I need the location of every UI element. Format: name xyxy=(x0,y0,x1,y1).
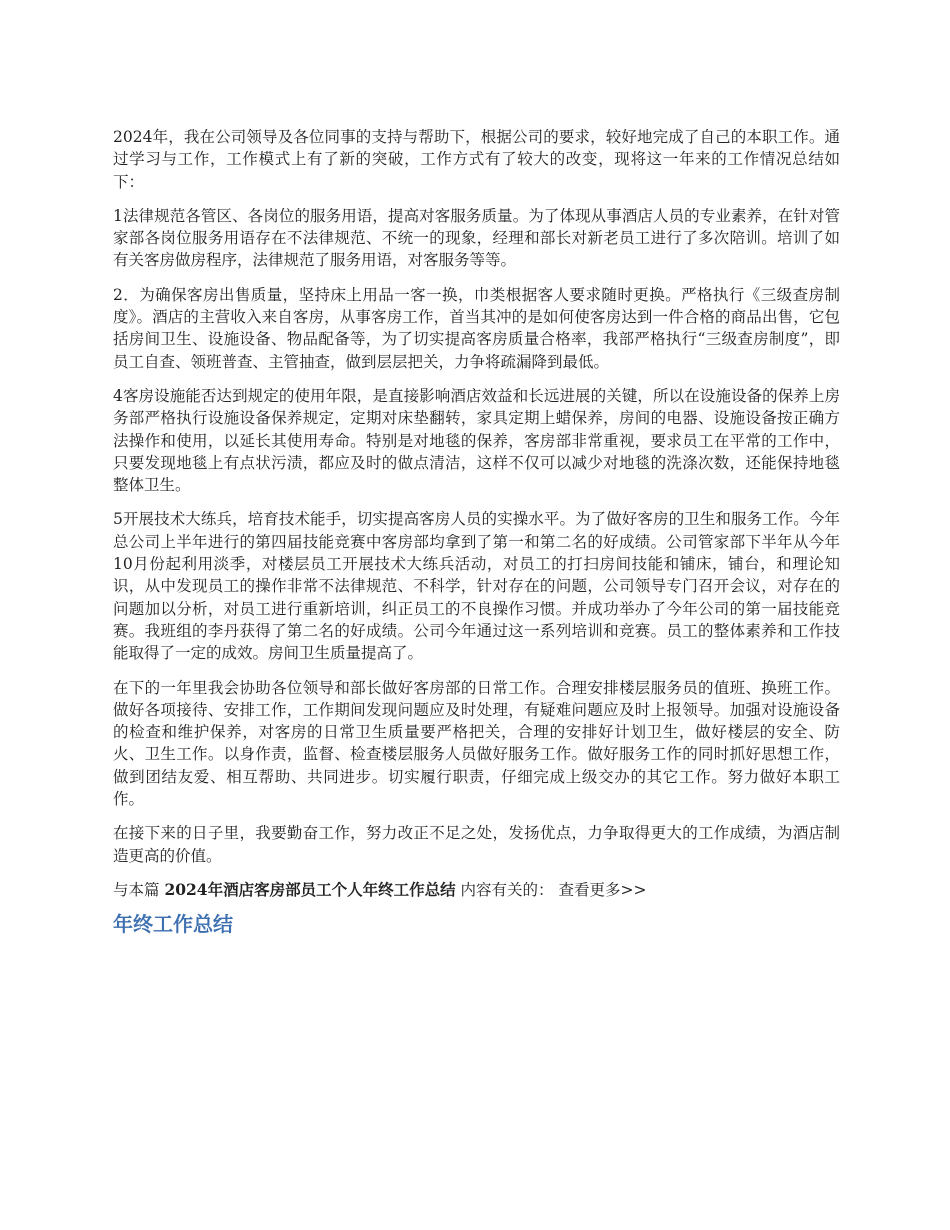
paragraph-skills-training: 5开展技术大练兵，培育技术能手，切实提高客房人员的实操水平。为了做好客房的卫生和服务工作。今年总公司上半年进行的第四届技能竞赛中客房部均拿到了第一和第二名的好成绩。公司管家部下半年从今年10月份起利用淡季，对楼层员工开展技术大练兵活动，对员工的打扫房间技能和铺床，铺台，和理论知识，从中发现员工的操作非常不法律规范、不科学，针对存在的问题，公司领导专门召开会议，对存在的问题加以分析，对员工进行重新培训，纠正员工的不良操作习惯。并成功举办了今年公司的第一届技能竞赛。我班组的李丹获得了第二名的好成绩。公司今年通过这一系列培训和竞赛。员工的整体素养和工作技能取得了一定的成效。房间卫生质量提高了。 xyxy=(113,510,840,663)
related-suffix: 内容有关的： xyxy=(460,880,554,899)
paragraph-next-year-plan: 在下的一年里我会协助各位领导和部长做好客房部的日常工作。合理安排楼层服务员的值班、换班工作。做好各项接待、安排工作，工作期间发现问题应及时处理，有疑难问题应及时上报领导。加强对设施设备的检查和维护保养，对客房的日常卫生质量要严格把关，合理的安排好计划卫生，做好楼层的安全、防火、卫生工作。以身作责，监督、检查楼层服务人员做好服务工作。做好服务工作的同时抓好思想工作，做到团结友爱、相互帮助、共同进步。切实履行职责，仔细完成上级交办的其它工作。努力做好本职工作。 xyxy=(113,678,840,809)
document-body xyxy=(113,126,840,938)
related-prefix: 与本篇 xyxy=(113,880,160,899)
paragraph-facility-maintenance: 4客房设施能否达到规定的使用年限，是直接影响酒店效益和长远进展的关键，所以在设施设备的保养上房务部严格执行设施设备保养规定，定期对床垫翻转，家具定期上蜡保养，房间的电器、设施设备按正确方法操作和使用，以延长其使用寿命。特别是对地毯的保养，客房部非常重视，要求员工在平常的工作中，只要发现地毯上有点状污渍，都应及时的做点清洁，这样不仅可以减少对地毯的洗涤次数，还能保持地毯整体卫生。 xyxy=(113,386,840,495)
section-heading-link[interactable]: 年终工作总结 xyxy=(113,912,233,937)
paragraph-service-language: 1法律规范各管区、各岗位的服务用语，提高对客服务质量。为了体现从事酒店人员的专业素养，在针对管家部各岗位服务用语存在不法律规范、不统一的现象，经理和部长对新老员工进行了多次陪训。培训了如有关客房做房程序，法律规范了服务用语，对客服务等等。 xyxy=(113,206,840,270)
intro-paragraph: 2024年，我在公司领导及各位同事的支持与帮助下，根据公司的要求，较好地完成了自己的本职工作。通过学习与工作，工作模式上有了新的突破，工作方式有了较大的改变，现将这一年来的工作情况总结如下： xyxy=(113,128,840,191)
closing-paragraph: 在接下来的日子里，我要勤奋工作，努力改正不足之处，发扬优点，力争取得更大的工作成绩，为酒店制造更高的价值。 xyxy=(113,824,840,865)
paragraph-room-inspection: 2．为确保客房出售质量，坚持床上用品一客一换，巾类根据客人要求随时更换。严格执行《三级查房制度》。酒店的主营收入来自客房，从事客房工作，首当其冲的是如何使客房达到一件合格的商品出售，它包括房间卫生、设施设备、物品配备等，为了切实提高客房质量合格率，我部严格执行“三级查房制度”，即员工自查、领班普查、主管抽查，做到层层把关，力争将疏漏降到最低。 xyxy=(113,285,840,371)
view-more-link[interactable]: 查看更多>> xyxy=(558,880,647,899)
related-articles-line xyxy=(113,879,840,901)
related-title: 2024年酒店客房部员工个人年终工作总结 xyxy=(164,879,456,899)
